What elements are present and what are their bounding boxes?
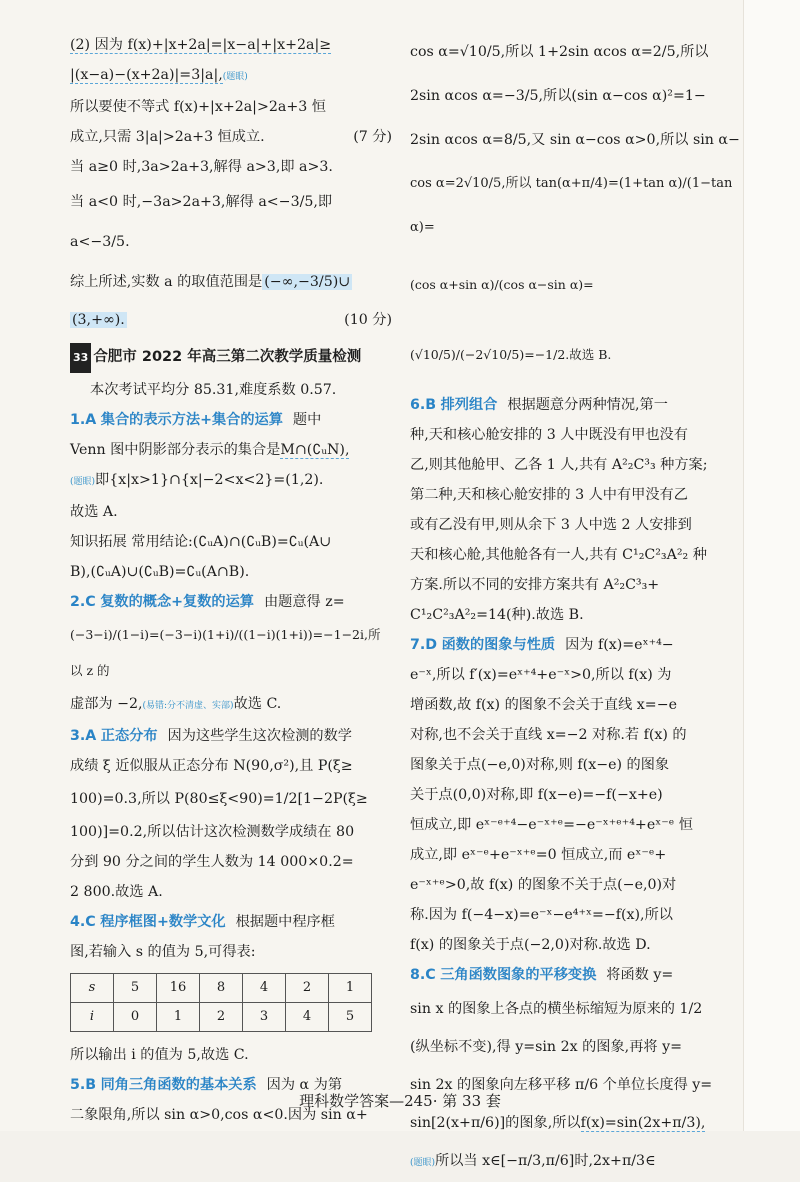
topic: 三角函数图象的平移变换 xyxy=(440,967,597,983)
line xyxy=(70,262,392,302)
line: 称.因为 f(−4−x)=e⁻ˣ−e⁴⁺ˣ=−f(x),所以 xyxy=(410,907,673,923)
line: 成立,即 eˣ⁻ᵉ+e⁻ˣ⁺ᵉ=0 恒成立,而 eˣ⁻ᵉ+ xyxy=(410,847,667,863)
text: 所以当 x∈[−π/3,π/6]时,2x+π/3∈ xyxy=(435,1153,656,1169)
line: C¹₂C²₃A²₂=14(种).故选 B. xyxy=(410,607,584,623)
line: 故选 A. xyxy=(70,504,118,520)
line: 本次考试平均分 85.31,难度系数 0.57. xyxy=(90,382,337,398)
line xyxy=(70,60,392,92)
topic: 排列组合 xyxy=(440,397,498,413)
line xyxy=(70,527,392,557)
line xyxy=(70,435,392,465)
line xyxy=(70,30,392,60)
line: 关于点(0,0)对称,即 f(x−e)=−f(−x+e) xyxy=(410,787,663,803)
question-7 xyxy=(410,630,740,660)
answer-number: 3.A xyxy=(70,728,97,744)
line: 第二种,天和核心舱安排的 3 人中有甲没有乙 xyxy=(410,487,688,503)
topic: 集合的表示方法+集合的运算 xyxy=(100,412,283,428)
table-row xyxy=(71,974,372,1003)
score: (7 分) xyxy=(353,129,392,145)
text: 因为 f(x)=eˣ⁺⁴− xyxy=(565,637,674,653)
table-cell: i xyxy=(71,1003,114,1032)
line: sin 2x 的图象向左移平移 π/6 个单位长度得 y= xyxy=(410,1077,713,1093)
text: 故选 C. xyxy=(233,696,282,712)
line: 乙,则其他舱甲、乙各 1 人,共有 A²₂C³₃ 种方案; xyxy=(410,457,708,473)
line: 分到 90 分之间的学生人数为 14 000×0.2= xyxy=(70,854,354,870)
key-tag: (题眼) xyxy=(222,72,248,82)
line: f(x) 的图象关于点(−2,0)对称.故选 D. xyxy=(410,937,651,953)
highlight: (3,+∞). xyxy=(72,312,125,328)
text: sin[2(x+π/6)]的图象,所以 xyxy=(410,1115,581,1131)
table-cell: 5 xyxy=(114,974,157,1003)
line: 增函数,故 f(x) 的图象不会关于直线 x=−e xyxy=(410,697,677,713)
text: f(x)=sin(2x+π/3), xyxy=(580,1115,706,1131)
text: M∩(∁ᵤN), xyxy=(280,442,350,458)
table-cell: s xyxy=(71,974,114,1003)
table-cell: 1 xyxy=(157,1003,200,1032)
score: (10 分) xyxy=(344,312,392,328)
table-row xyxy=(71,1003,372,1032)
line xyxy=(70,689,392,721)
line: 种,天和核心舱安排的 3 人中既没有甲也没有 xyxy=(410,427,688,443)
key-tag: (易错:分不清虚、实部) xyxy=(142,701,234,711)
table-cell: 3 xyxy=(243,1003,286,1032)
line: 天和核心舱,其他舱各有一人,共有 C¹₂C²₃A²₂ 种 xyxy=(410,547,707,563)
table-cell: 16 xyxy=(157,974,200,1003)
page-footer: 理科数学答案—245· 第 33 套 xyxy=(299,1092,501,1110)
text: 题中 xyxy=(292,412,322,428)
line: e⁻ˣ⁺ᵉ>0,故 f(x) 的图象不关于点(−e,0)对 xyxy=(410,877,677,893)
line: 图象关于点(−e,0)对称,则 f(x−e) 的图象 xyxy=(410,757,670,773)
right-column xyxy=(410,30,740,1182)
question-4 xyxy=(70,907,392,937)
line: 2 800.故选 A. xyxy=(70,884,163,900)
text: 因为 α 为第 xyxy=(266,1077,343,1093)
line: 100)=0.3,所以 P(80≤ξ<90)=1/2[1−2P(ξ≥ xyxy=(70,791,368,807)
table-cell: 1 xyxy=(329,974,372,1003)
key-tag: (题眼) xyxy=(70,477,96,487)
line xyxy=(70,122,392,152)
text: 成立,只需 3|a|>2a+3 恒成立. xyxy=(70,129,265,145)
line: cos α=√10/5,所以 1+2sin αcos α=2/5,所以 xyxy=(410,44,709,60)
line xyxy=(70,465,392,497)
left-column xyxy=(70,30,392,1130)
line: 当 a≥0 时,3a>2a+3,解得 a>3,即 a>3. xyxy=(70,159,333,175)
question-3 xyxy=(70,721,392,751)
line: 图,若输入 s 的值为 5,可得表: xyxy=(70,944,256,960)
question-1 xyxy=(70,405,392,435)
line: 对称,也不会关于直线 x=−2 对称.若 f(x) 的 xyxy=(410,727,687,743)
line: 当 a<0 时,−3a>2a+3,解得 a<−3/5,即 xyxy=(70,194,333,210)
line: 恒成立,即 eˣ⁻ᵉ⁺⁴−e⁻ˣ⁺ᵉ=−e⁻ˣ⁺ᵉ⁺⁴+eˣ⁻ᵉ 恒 xyxy=(410,817,693,833)
line: B),(∁ᵤA)∪(∁ᵤB)=∁ᵤ(A∩B). xyxy=(70,564,250,580)
answer-number: 4.C xyxy=(70,914,96,930)
question-2 xyxy=(70,587,392,617)
answer-number: 2.C xyxy=(70,594,96,610)
text: 即{x|x>1}∩{x|−2<x<2}=(1,2). xyxy=(95,472,324,488)
line: (cos α+sin α)/(cos α−sin α)=(√10/5)/(−2√10/5)=−1/2.故选 B. xyxy=(410,277,612,362)
topic: 同角三角函数的基本关系 xyxy=(100,1077,257,1093)
topic: 正态分布 xyxy=(100,728,158,744)
table-cell: 4 xyxy=(243,974,286,1003)
question-6 xyxy=(410,390,740,420)
text: 根据题中程序框 xyxy=(235,914,335,930)
line: a<−3/5. xyxy=(70,234,130,250)
line: (−3−i)/(1−i)=(−3−i)(1+i)/((1−i)(1+i))=−1−2i,所以 z 的 xyxy=(70,627,381,678)
page-edge xyxy=(743,0,800,1131)
text: 虚部为 −2, xyxy=(70,696,143,712)
text: 常用结论:(∁ᵤA)∩(∁ᵤB)=∁ᵤ(A∪ xyxy=(131,534,332,550)
section-title-text: 合肥市 2022 年高三第二次教学质量检测 xyxy=(93,349,362,365)
answer-number: 7.D xyxy=(410,637,438,653)
table-cell: 2 xyxy=(200,1003,243,1032)
line: 方案.所以不同的安排方案共有 A²₂C³₃+ xyxy=(410,577,660,593)
text: 综上所述,实数 a 的取值范围是 xyxy=(70,274,263,290)
text: 将函数 y= xyxy=(606,967,674,983)
line: 所以要使不等式 f(x)+|x+2a|>2a+3 恒 xyxy=(70,99,326,115)
line: sin x 的图象上各点的横坐标缩短为原来的 1/2 xyxy=(410,1001,703,1017)
section-title xyxy=(70,342,392,373)
line: 2sin αcos α=−3/5,所以(sin α−cos α)²=1− xyxy=(410,88,706,104)
highlight: (−∞,−3/5)∪ xyxy=(264,274,351,290)
line: 2sin αcos α=8/5,又 sin α−cos α>0,所以 sin α− xyxy=(410,132,740,148)
topic: 函数的图象与性质 xyxy=(441,637,556,653)
line xyxy=(70,302,392,338)
line: e⁻ˣ,所以 f′(x)=eˣ⁺⁴+e⁻ˣ>0,所以 f(x) 为 xyxy=(410,667,672,683)
table-cell: 0 xyxy=(114,1003,157,1032)
topic: 复数的概念+复数的运算 xyxy=(100,594,254,610)
line xyxy=(410,1142,740,1182)
line: 100)]=0.2,所以估计这次检测数学成绩在 80 xyxy=(70,824,355,840)
text: |(x−a)−(x+2a)|=3|a|, xyxy=(70,67,223,83)
question-8 xyxy=(410,960,740,990)
answer-number: 8.C xyxy=(410,967,436,983)
line: 成绩 ξ 近似服从正态分布 N(90,σ²),且 P(ξ≥ xyxy=(70,758,353,774)
text: 因为这些学生这次检测的数学 xyxy=(167,728,352,744)
text: 根据题意分两种情况,第一 xyxy=(507,397,668,413)
topic: 程序框图+数学文化 xyxy=(100,914,226,930)
table-cell: 2 xyxy=(286,974,329,1003)
key-tag: (题眼) xyxy=(410,1158,436,1168)
line: cos α=2√10/5,所以 tan(α+π/4)=(1+tan α)/(1−tan α)= xyxy=(410,176,733,235)
answer-number: 6.B xyxy=(410,397,437,413)
answer-number: 1.A xyxy=(70,412,97,428)
label: 知识拓展 xyxy=(70,534,127,550)
line: 所以输出 i 的值为 5,故选 C. xyxy=(70,1047,249,1063)
text: Venn 图中阴影部分表示的集合是 xyxy=(70,442,281,458)
line: 或有乙没有甲,则从余下 3 人中选 2 人安排到 xyxy=(410,517,692,533)
line: (纵坐标不变),得 y=sin 2x 的图象,再将 y= xyxy=(410,1039,682,1055)
answer-number: 5.B xyxy=(70,1077,97,1093)
section-number: 33 xyxy=(70,343,91,373)
line: 二象限角,所以 sin α>0,cos α<0.因为 sin α+ xyxy=(70,1107,368,1123)
program-table xyxy=(70,973,372,1032)
table-cell: 8 xyxy=(200,974,243,1003)
text: (2) 因为 f(x)+|x+2a|=|x−a|+|x+2a|≥ xyxy=(70,37,332,53)
text: 由题意得 z= xyxy=(263,594,345,610)
table-cell: 4 xyxy=(286,1003,329,1032)
table-cell: 5 xyxy=(329,1003,372,1032)
